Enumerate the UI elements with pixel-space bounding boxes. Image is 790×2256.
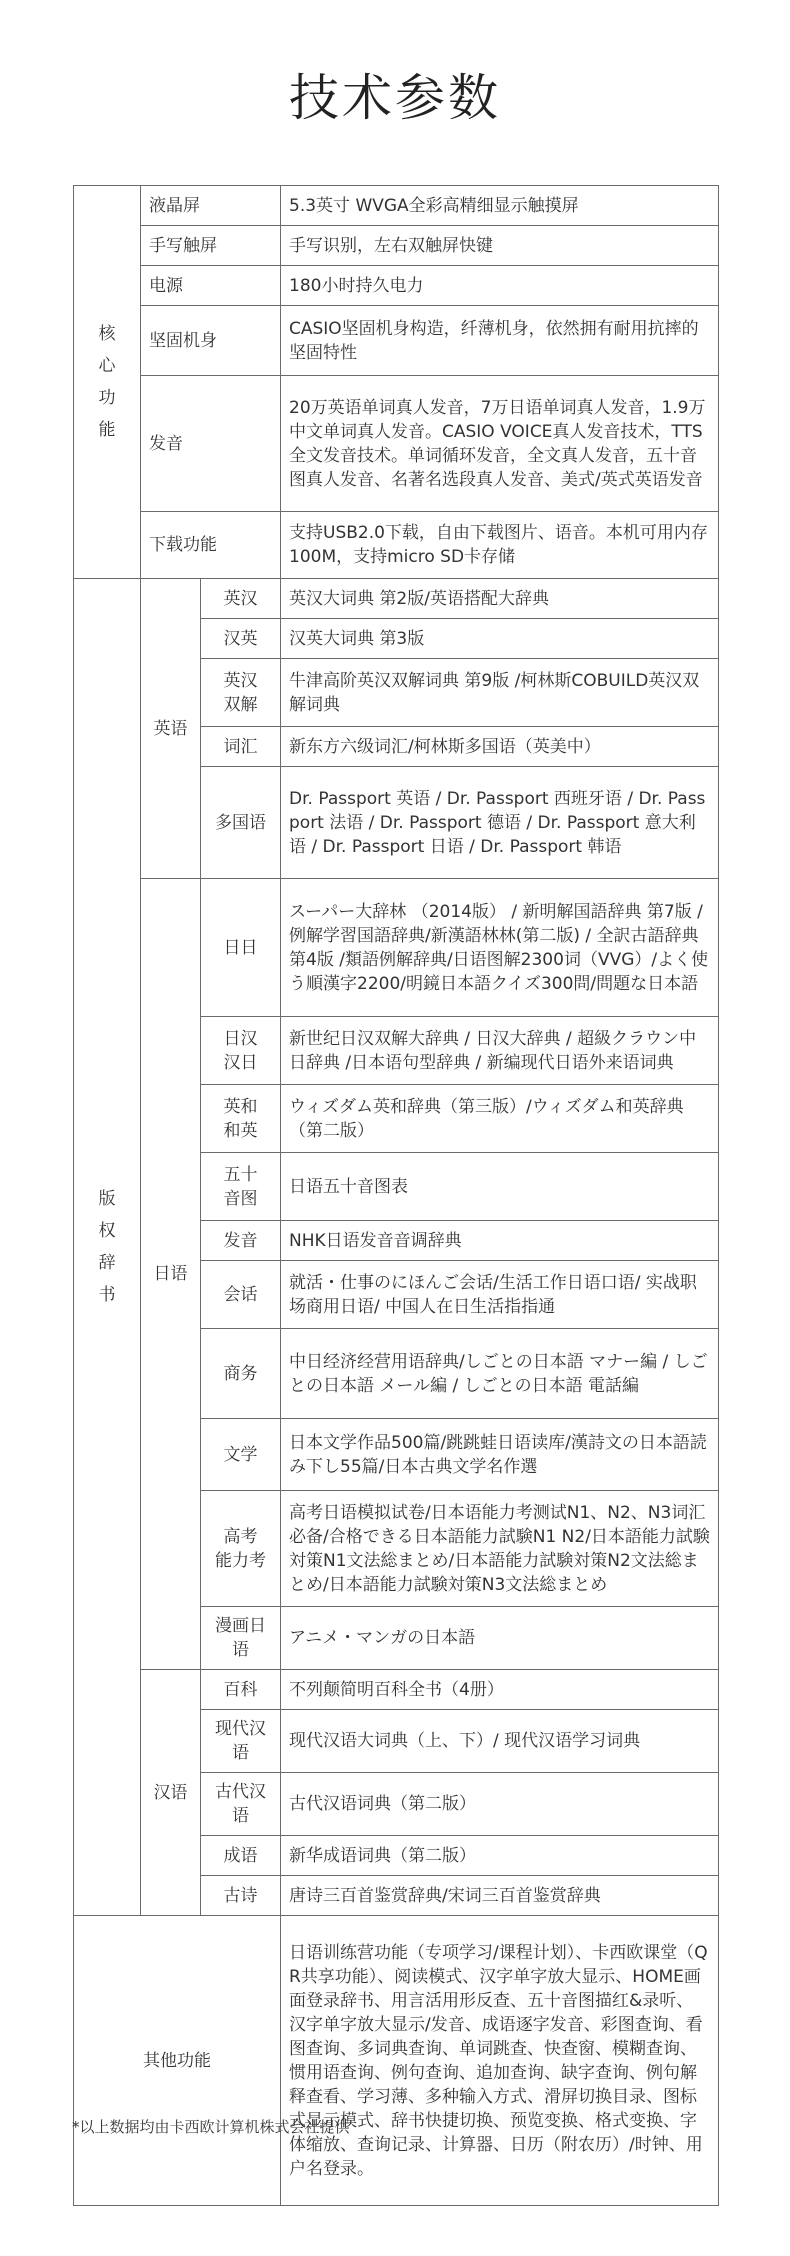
dict-label: 英和 和英 — [201, 1085, 281, 1153]
dict-label: 高考 能力考 — [201, 1491, 281, 1607]
spec-value: 手写识别，左右双触屏快键 — [281, 226, 719, 266]
dict-label: 成语 — [201, 1836, 281, 1876]
spec-row — [74, 266, 719, 306]
dict-value: 中日经济经营用语辞典/しごとの日本語 マナー編 / しごとの日本語 メール編 / しごとの日本語 電話編 — [281, 1329, 719, 1419]
dict-label: 百科 — [201, 1670, 281, 1710]
dict-value: スーパー大辞林 （2014版） / 新明解国語辞典 第7版 / 例解学習国語辞典/新漢語林林(第二版) / 全訳古語辞典 第4版 /類語例解辞典/日语图解2300词（VVG）/よく使う順漢字2200/明鏡日本語クイズ300問/問題な日本語 — [281, 879, 719, 1017]
dict-value: 新东方六级词汇/柯林斯多国语（英美中） — [281, 727, 719, 767]
dict-row — [74, 879, 719, 1017]
dict-value: 不列颠简明百科全书（4册） — [281, 1670, 719, 1710]
dict-value: 高考日语模拟试卷/日本语能力考测试N1、N2、N3词汇必备/合格できる日本語能力試験N1 N2/日本語能力試験対策N1文法総まとめ/日本語能力試験対策N2文法総まとめ/日本語能力試験対策N3文法総まとめ — [281, 1491, 719, 1607]
dict-label: 五十 音图 — [201, 1153, 281, 1221]
dict-label: 发音 — [201, 1221, 281, 1261]
spec-label: 液晶屏 — [141, 186, 281, 226]
dict-value: 新世纪日汉双解大辞典 / 日汉大辞典 / 超級クラウン中日辞典 /日本语句型辞典 / 新编现代日语外来语词典 — [281, 1017, 719, 1085]
spec-label: 手写触屏 — [141, 226, 281, 266]
dict-value: 日本文学作品500篇/跳跳蛙日语读库/漢詩文の日本語読み下し55篇/日本古典文学名作選 — [281, 1419, 719, 1491]
spec-value: 20万英语单词真人发音，7万日语单词真人发音，1.9万中文单词真人发音。CASIO VOICE真人发音技术，TTS全文发音技术。单词循环发音，全文真人发音，五十音图真人发音、名著名选段真人发音、美式/英式英语发音 — [281, 376, 719, 512]
spec-value: 180小时持久电力 — [281, 266, 719, 306]
other-label: 其他功能 — [74, 1916, 281, 2206]
spec-label: 发音 — [141, 376, 281, 512]
lang-chinese: 汉语 — [141, 1670, 201, 1916]
dict-label: 词汇 — [201, 727, 281, 767]
dict-label: 多国语 — [201, 767, 281, 879]
dict-value: 唐诗三百首鉴赏辞典/宋词三百首鉴赏辞典 — [281, 1876, 719, 1916]
dict-label: 古代汉语 — [201, 1773, 281, 1836]
dict-label: 文学 — [201, 1419, 281, 1491]
dict-value: 就活・仕事のにほんご会话/生活工作日语口语/ 实战职场商用日语/ 中国人在日生活指指通 — [281, 1261, 719, 1329]
dict-label: 漫画日语 — [201, 1607, 281, 1670]
dict-value: 现代汉语大词典（上、下）/ 现代汉语学习词典 — [281, 1710, 719, 1773]
dict-value: 新华成语词典（第二版） — [281, 1836, 719, 1876]
spec-row — [74, 306, 719, 376]
dict-label: 会话 — [201, 1261, 281, 1329]
dict-value: 古代汉语词典（第二版） — [281, 1773, 719, 1836]
dict-value: NHK日语发音音调辞典 — [281, 1221, 719, 1261]
dict-value: 日语五十音图表 — [281, 1153, 719, 1221]
spec-row — [74, 376, 719, 512]
spec-label: 电源 — [141, 266, 281, 306]
other-value: 日语训练营功能（专项学习/课程计划）、卡西欧课堂（QR共享功能）、阅读模式、汉字单字放大显示、HOME画面登录辞书、用言活用形反查、五十音图描红&录听、汉字单字放大显示/发音、成语逐字发音、彩图查询、看图查询、多词典查询、单词跳查、快查窗、模糊查询、惯用语查询、例句查询、追加查询、缺字查询、例句解释查看、学习薄、多种输入方式、滑屏切换目录、图标式显示模式、辞书快捷切换、预览变换、格式变换、字体缩放、查询记录、计算器、日历（附农历）/时钟、用户名登录。 — [281, 1916, 719, 2206]
spec-row — [74, 186, 719, 226]
lang-japanese: 日语 — [141, 879, 201, 1670]
dict-label: 古诗 — [201, 1876, 281, 1916]
dict-value: 汉英大词典 第3版 — [281, 619, 719, 659]
spec-value: 支持USB2.0下载，自由下载图片、语音。本机可用内存100M，支持micro SD卡存储 — [281, 512, 719, 579]
spec-value: CASIO坚固机身构造，纤薄机身，依然拥有耐用抗摔的坚固特性 — [281, 306, 719, 376]
spec-value: 5.3英寸 WVGA全彩高精细显示触摸屏 — [281, 186, 719, 226]
dict-label: 英汉 双解 — [201, 659, 281, 727]
spec-label: 坚固机身 — [141, 306, 281, 376]
spec-row — [74, 512, 719, 579]
dict-row — [74, 579, 719, 619]
dict-value: 牛津高阶英汉双解词典 第9版 /柯林斯COBUILD英汉双解词典 — [281, 659, 719, 727]
category-core: 核心功能 — [74, 186, 141, 579]
dict-label: 英汉 — [201, 579, 281, 619]
lang-english: 英语 — [141, 579, 201, 879]
dict-value: Dr. Passport 英语 / Dr. Passport 西班牙语 / Dr. Passport 法语 / Dr. Passport 德语 / Dr. Passport 意大利语 / Dr. Passport 日语 / Dr. Passport 韩语 — [281, 767, 719, 879]
dict-row — [74, 1670, 719, 1710]
dict-value: ウィズダム英和辞典（第三版）/ウィズダム和英辞典（第二版） — [281, 1085, 719, 1153]
dict-value: 英汉大词典 第2版/英语搭配大辞典 — [281, 579, 719, 619]
category-dictionaries: 版权辞书 — [74, 579, 141, 1916]
dict-label: 日汉 汉日 — [201, 1017, 281, 1085]
dict-label: 汉英 — [201, 619, 281, 659]
dict-label: 日日 — [201, 879, 281, 1017]
footnote: *以上数据均由卡西欧计算机株式会社提供 — [72, 2118, 350, 2136]
spec-table — [73, 185, 719, 2206]
page-title: 技术参数 — [289, 69, 501, 127]
dict-label: 现代汉语 — [201, 1710, 281, 1773]
dict-value: アニメ・マンガの日本語 — [281, 1607, 719, 1670]
other-row — [74, 1916, 719, 2206]
spec-row — [74, 226, 719, 266]
spec-label: 下载功能 — [141, 512, 281, 579]
dict-label: 商务 — [201, 1329, 281, 1419]
